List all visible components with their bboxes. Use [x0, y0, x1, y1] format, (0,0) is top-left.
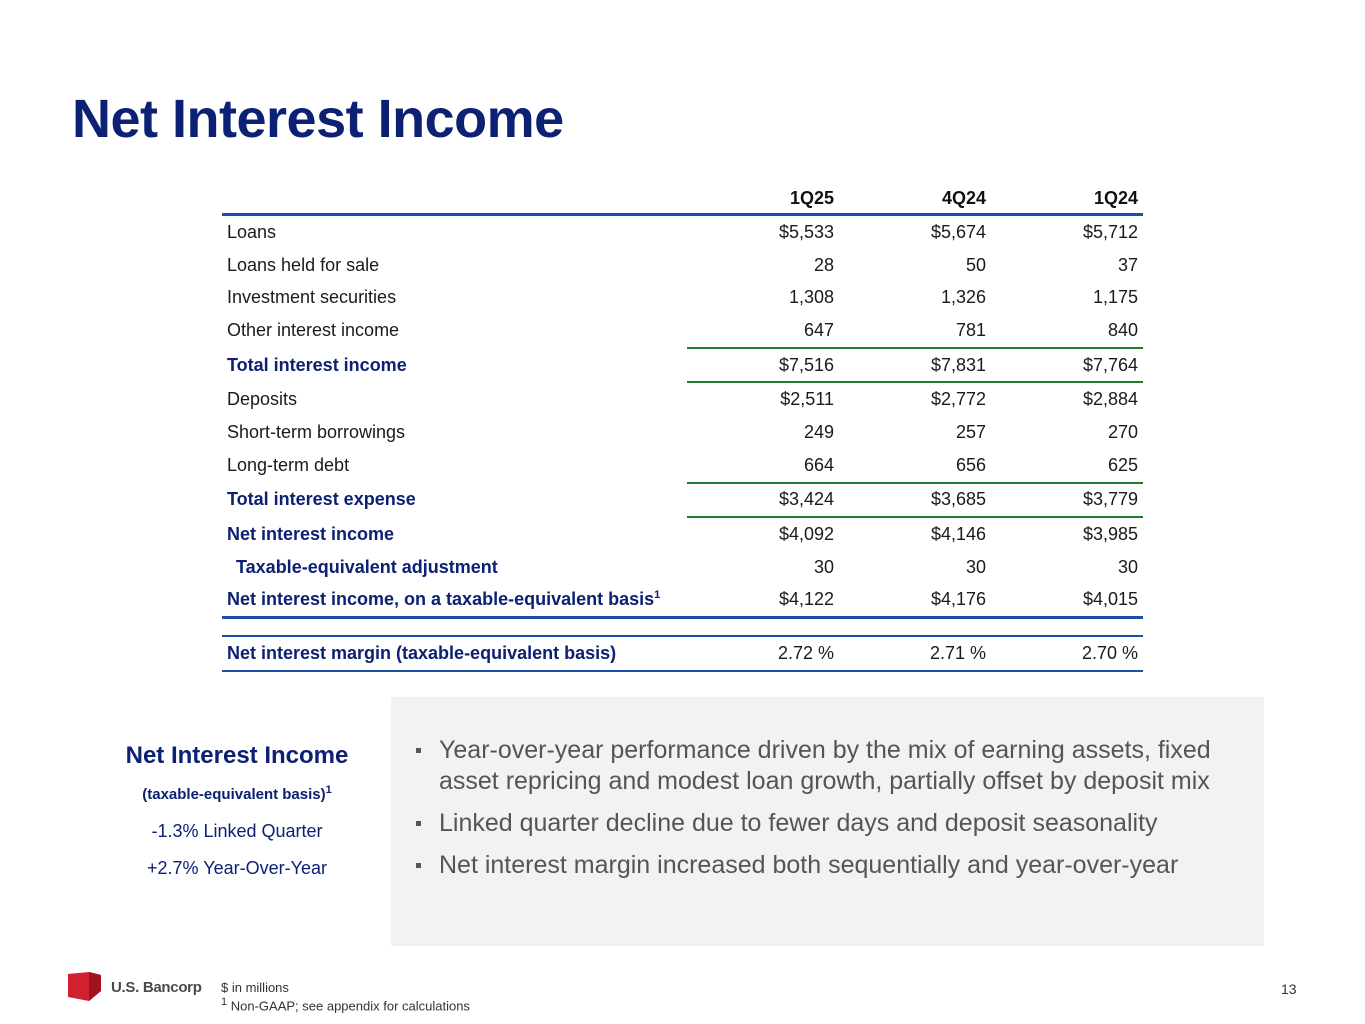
bullet-icon — [416, 863, 421, 868]
cell-1q24: 1,175 — [1092, 287, 1138, 308]
summary-title: Net Interest Income — [125, 742, 349, 769]
table-row-total-interest-expense — [222, 483, 1143, 518]
cell-1q25: $4,092 — [687, 517, 839, 551]
table-row-short-term-borrowings — [222, 416, 1143, 449]
cell-1q25: $4,122 — [687, 584, 839, 618]
cell-1q25: $3,424 — [687, 483, 839, 518]
cell-1q25: 30 — [813, 556, 834, 577]
cell-1q24: $4,015 — [991, 584, 1143, 618]
row-label: Net interest income — [227, 523, 395, 544]
cell-4q24: $4,176 — [839, 584, 991, 618]
logo-text: U.S. Bancorp — [111, 979, 202, 996]
cell-1q25: $5,533 — [778, 221, 834, 242]
cell-1q24: 30 — [1117, 556, 1138, 577]
row-label: Total interest income — [227, 354, 407, 375]
row-label: Taxable-equivalent adjustment — [236, 556, 498, 577]
summary-subtitle — [100, 784, 374, 803]
cell-4q24: 30 — [965, 556, 986, 577]
cell-4q24: 257 — [955, 421, 986, 442]
summary-subtitle-text: (taxable-equivalent basis) — [142, 786, 326, 803]
year-over-year-stat: +2.7% Year-Over-Year — [147, 858, 327, 878]
col-header-1q24: 1Q24 — [991, 183, 1143, 215]
cell-1q25: $7,516 — [687, 348, 839, 383]
col-header-4q24: 4Q24 — [839, 183, 991, 215]
row-label: Deposits — [227, 388, 298, 409]
footnote — [221, 996, 470, 1013]
table-row-net-interest-income — [222, 517, 1143, 551]
cell-4q24: 1,326 — [940, 287, 986, 308]
list-item — [413, 850, 1233, 881]
table-row-taxable-equivalent-adjustment — [222, 551, 1143, 584]
bullet-icon — [416, 821, 421, 826]
units-note: $ in millions — [221, 980, 289, 995]
cell-1q24: $5,712 — [1082, 221, 1138, 242]
us-bancorp-logo — [67, 971, 207, 1003]
table-row-loans — [222, 215, 1143, 249]
cell-4q24: $7,831 — [839, 348, 991, 383]
shield-logo-icon — [67, 971, 105, 1003]
cell-1q25: $2,511 — [687, 382, 839, 416]
cell-4q24: 781 — [955, 319, 986, 340]
bullet-text: Net interest margin increased both sequentially and year-over-year — [439, 851, 1179, 879]
cell-1q24: $7,764 — [991, 348, 1143, 383]
row-label: Loans held for sale — [227, 254, 380, 275]
table-row-deposits — [222, 382, 1143, 416]
cell-1q25: 28 — [813, 254, 834, 275]
cell-4q24: $2,772 — [839, 382, 991, 416]
row-label: Investment securities — [227, 287, 397, 308]
cell-1q24: 625 — [1107, 454, 1138, 475]
table-row-other-interest-income — [222, 314, 1143, 348]
table-row-total-interest-income — [222, 348, 1143, 383]
cell-1q25: 2.72 % — [687, 636, 839, 671]
cell-1q24: $3,779 — [991, 483, 1143, 518]
table-spacer-row — [222, 618, 1143, 637]
table-row-net-interest-margin — [222, 636, 1143, 671]
table-row-nii-taxable-equivalent — [222, 584, 1143, 618]
cell-1q24: 2.70 % — [991, 636, 1143, 671]
row-label-text: Net interest income, on a taxable-equivalent basis — [227, 589, 655, 610]
cell-1q24: 840 — [1107, 319, 1138, 340]
footnote-marker: 1 — [325, 784, 332, 796]
page-title: Net Interest Income — [72, 89, 564, 149]
commentary-panel — [391, 697, 1264, 946]
nii-summary-box — [100, 742, 374, 879]
col-header-1q25: 1Q25 — [687, 183, 839, 215]
table-row-investment-securities — [222, 281, 1143, 314]
footnote-marker: 1 — [654, 589, 661, 602]
header-blank — [222, 183, 687, 215]
bullet-icon — [416, 748, 421, 753]
footnote-marker: 1 — [221, 996, 228, 1008]
cell-1q25: 647 — [803, 319, 834, 340]
list-item — [413, 808, 1233, 839]
row-label: Short-term borrowings — [227, 421, 406, 442]
row-label: Loans — [227, 221, 277, 242]
cell-4q24: 2.71 % — [839, 636, 991, 671]
footnote-text: Non-GAAP; see appendix for calculations — [230, 998, 470, 1014]
cell-1q25: 664 — [803, 454, 834, 475]
page-number: 13 — [1281, 981, 1297, 997]
table-row-long-term-debt — [222, 449, 1143, 483]
row-label: Total interest expense — [227, 489, 416, 510]
bullet-text: Year-over-year performance driven by the mix of earning assets, fixed asset repricing and modest loan growth, partially offset by deposit mix — [439, 736, 1211, 795]
cell-4q24: $4,146 — [839, 517, 991, 551]
list-item — [413, 735, 1233, 797]
cell-1q24: 37 — [1117, 254, 1138, 275]
row-label: Net interest margin (taxable-equivalent basis) — [222, 636, 687, 671]
table-row-loans-held-for-sale — [222, 249, 1143, 282]
linked-quarter-stat: -1.3% Linked Quarter — [151, 821, 323, 841]
cell-1q25: 249 — [803, 421, 834, 442]
spacer-cell — [222, 618, 1143, 637]
cell-4q24: 50 — [965, 254, 986, 275]
cell-1q24: $3,985 — [991, 517, 1143, 551]
cell-1q25: 1,308 — [788, 287, 834, 308]
cell-1q24: $2,884 — [991, 382, 1143, 416]
table-header-row — [222, 183, 1143, 215]
bullet-text: Linked quarter decline due to fewer days and deposit seasonality — [439, 809, 1158, 837]
cell-4q24: $5,674 — [930, 221, 986, 242]
cell-4q24: 656 — [955, 454, 986, 475]
cell-4q24: $3,685 — [839, 483, 991, 518]
net-interest-income-table — [222, 183, 1143, 672]
row-label — [222, 584, 687, 618]
commentary-list — [413, 735, 1233, 892]
cell-1q24: 270 — [1107, 421, 1138, 442]
row-label: Other interest income — [227, 320, 400, 341]
row-label: Long-term debt — [227, 455, 350, 476]
